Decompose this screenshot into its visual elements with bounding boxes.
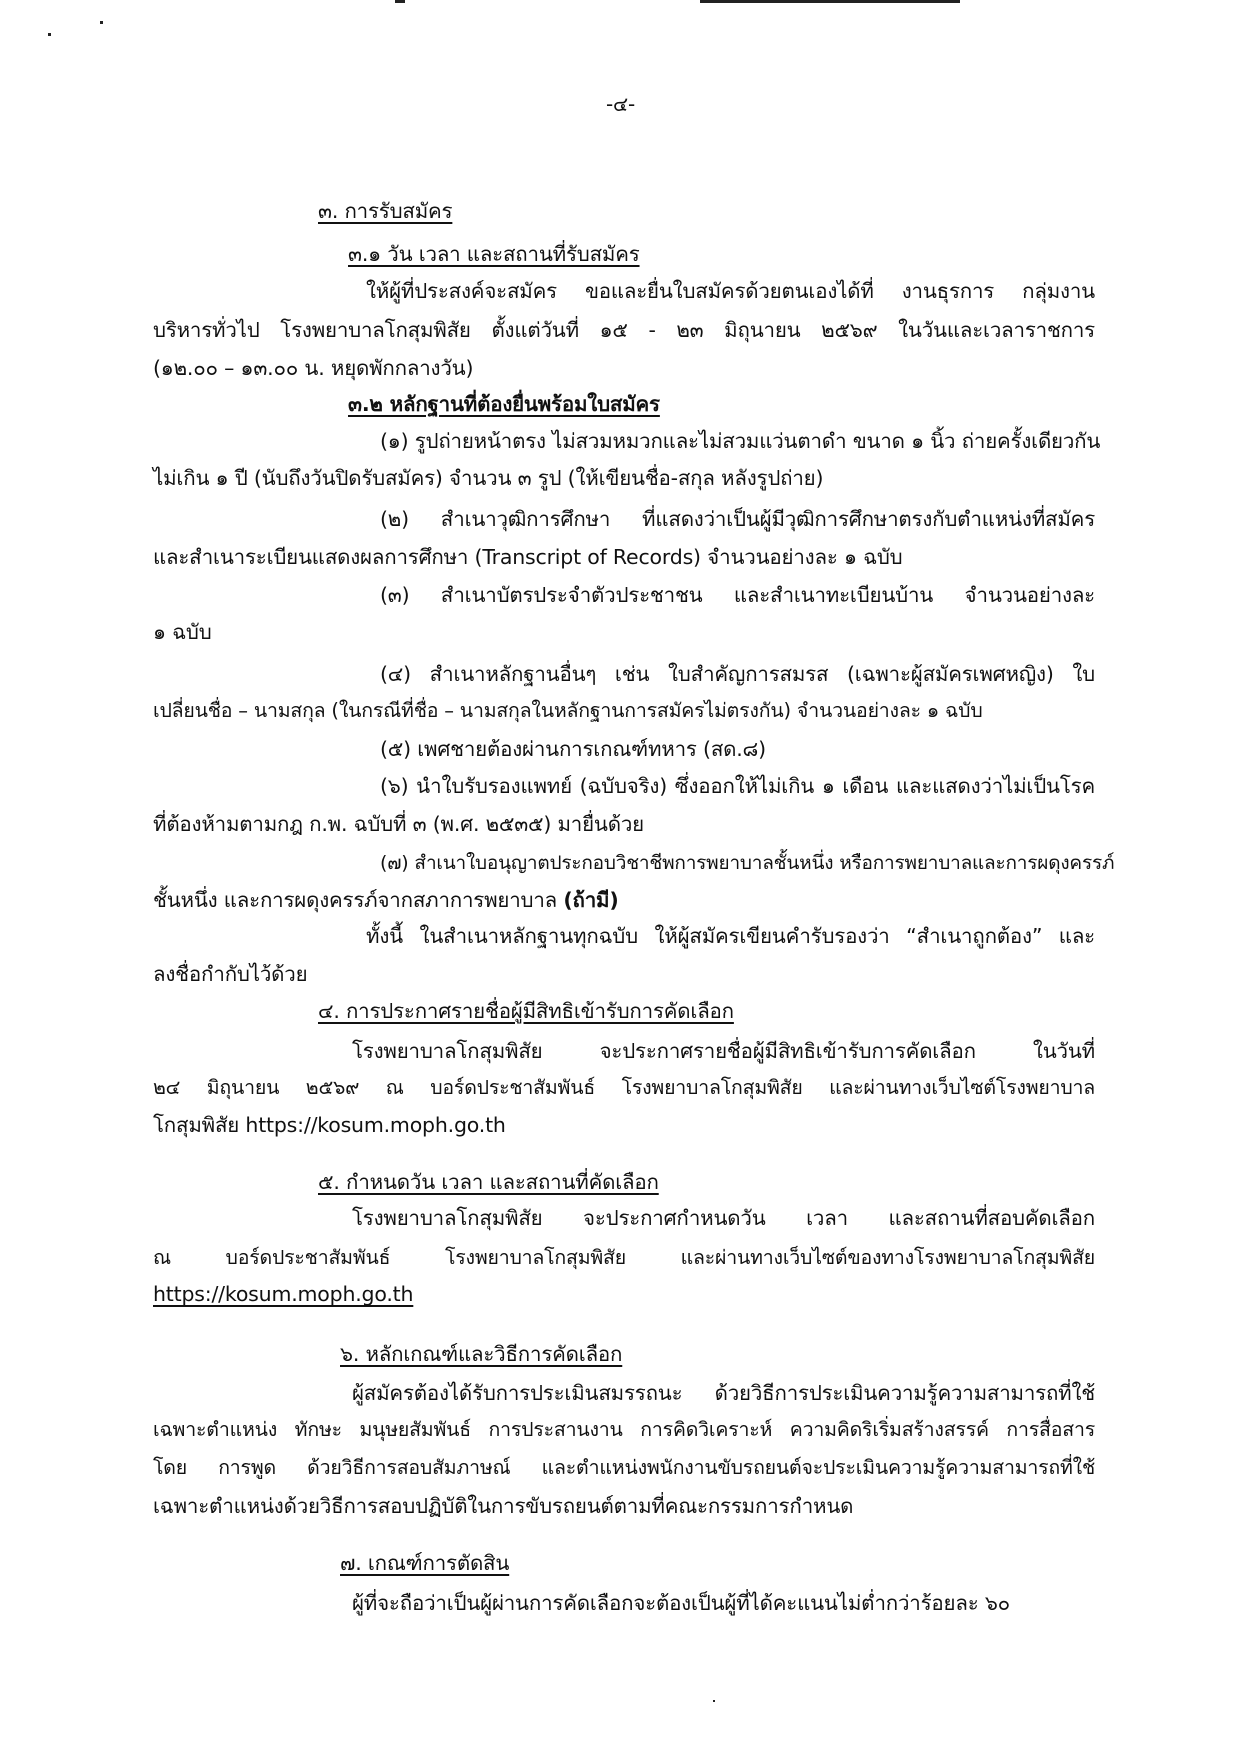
- section-6-heading: ๖. หลักเกณฑ์และวิธีการคัดเลือก: [340, 1342, 623, 1366]
- section-3-heading: ๓. การรับสมัคร: [318, 199, 453, 223]
- scan-mark: [395, 0, 405, 3]
- paragraph-line: โดย การพูด ด้วยวิธีการสอบสัมภาษณ์ และตำแหน่งพนักงานขับรถยนต์จะประเมินความรู้ความสามารถที่ใช้: [153, 1456, 1095, 1479]
- list-item-note: (ถ้ามี): [563, 888, 619, 912]
- list-item: ๑ ฉบับ: [153, 620, 212, 644]
- paragraph-line: ผู้ที่จะถือว่าเป็นผู้ผ่านการคัดเลือกจะต้องเป็นผู้ที่ได้คะแนนไม่ต่ำกว่าร้อยละ ๖๐: [352, 1591, 1010, 1615]
- scan-mark: [48, 33, 51, 36]
- paragraph-line: โกสุมพิสัย https://kosum.moph.go.th: [153, 1113, 506, 1137]
- section-4-heading: ๔. การประกาศรายชื่อผู้มีสิทธิเข้ารับการคัดเลือก: [318, 999, 734, 1023]
- scan-mark: [713, 1700, 715, 1702]
- paragraph-line: ให้ผู้ที่ประสงค์จะสมัคร ขอและยื่นใบสมัครด้วยตนเองได้ที่ งานธุรการ กลุ่มงาน: [366, 279, 1095, 303]
- list-item: (๓) สำเนาบัตรประจำตัวประชาชน และสำเนาทะเบียนบ้าน จำนวนอย่างละ: [380, 583, 1095, 607]
- list-item: (๗) สำเนาใบอนุญาตประกอบวิชาชีพการพยาบาลชั้นหนึ่ง หรือการพยาบาลและการผดุงครรภ์: [380, 852, 1115, 874]
- website-link[interactable]: https://kosum.moph.go.th: [153, 1282, 414, 1306]
- list-item: (๖) นำใบรับรองแพทย์ (ฉบับจริง) ซึ่งออกให้ไม่เกิน ๑ เดือน และแสดงว่าไม่เป็นโรค: [380, 774, 1095, 798]
- paragraph-line: ผู้สมัครต้องได้รับการประเมินสมรรถนะ ด้วยวิธีการประเมินความรู้ความสามารถที่ใช้: [352, 1381, 1095, 1405]
- paragraph-line: เฉพาะตำแหน่ง ทักษะ มนุษยสัมพันธ์ การประสานงาน การคิดวิเคราะห์ ความคิดริเริ่มสร้างสรรค์ การสื่อสาร: [153, 1418, 1095, 1441]
- paragraph-line: ๒๔ มิถุนายน ๒๕๖๙ ณ บอร์ดประชาสัมพันธ์ โรงพยาบาลโกสุมพิสัย และผ่านทางเว็บไซต์โรงพยาบาล: [153, 1076, 1095, 1099]
- list-item: [153, 885, 619, 915]
- paragraph-line: (๑๒.๐๐ – ๑๓.๐๐ น. หยุดพักกลางวัน): [153, 356, 474, 380]
- list-item: และสำเนาระเบียนแสดงผลการศึกษา (Transcript of Records) จำนวนอย่างละ ๑ ฉบับ: [153, 545, 903, 569]
- paragraph-line: ลงชื่อกำกับไว้ด้วย: [153, 962, 308, 986]
- list-item-text: ชั้นหนึ่ง และการผดุงครรภ์จากสภาการพยาบาล: [153, 888, 558, 912]
- list-item: (๑) รูปถ่ายหน้าตรง ไม่สวมหมวกและไม่สวมแว่นตาดำ ขนาด ๑ นิ้ว ถ่ายครั้งเดียวกัน: [380, 429, 1101, 453]
- scan-mark: [100, 21, 103, 24]
- paragraph-line: ทั้งนี้ ในสำเนาหลักฐานทุกฉบับ ให้ผู้สมัครเขียนคำรับรองว่า “สำเนาถูกต้อง” และ: [366, 924, 1095, 948]
- scan-mark: [700, 0, 960, 3]
- section-3-2-heading: ๓.๒ หลักฐานที่ต้องยื่นพร้อมใบสมัคร: [348, 392, 660, 416]
- paragraph-line: เฉพาะตำแหน่งด้วยวิธีการสอบปฏิบัติในการขับรถยนต์ตามที่คณะกรรมการกำหนด: [153, 1494, 854, 1518]
- list-item: (๕) เพศชายต้องผ่านการเกณฑ์ทหาร (สด.๘): [380, 737, 766, 761]
- list-item: (๔) สำเนาหลักฐานอื่นๆ เช่น ใบสำคัญการสมรส (เฉพาะผู้สมัครเพศหญิง) ใบ: [380, 662, 1095, 686]
- list-item: (๒) สำเนาวุฒิการศึกษา ที่แสดงว่าเป็นผู้มีวุฒิการศึกษาตรงกับตำแหน่งที่สมัคร: [380, 507, 1095, 531]
- paragraph-line: โรงพยาบาลโกสุมพิสัย จะประกาศรายชื่อผู้มีสิทธิเข้ารับการคัดเลือก ในวันที่: [352, 1039, 1095, 1063]
- list-item: ไม่เกิน ๑ ปี (นับถึงวันปิดรับสมัคร) จำนวน ๓ รูป (ให้เขียนชื่อ-สกุล หลังรูปถ่าย): [153, 466, 824, 490]
- paragraph-line: ณ บอร์ดประชาสัมพันธ์ โรงพยาบาลโกสุมพิสัย และผ่านทางเว็บไซต์ของทางโรงพยาบาลโกสุมพิสัย: [153, 1246, 1095, 1269]
- list-item: เปลี่ยนชื่อ – นามสกุล (ในกรณีที่ชื่อ – นามสกุลในหลักฐานการสมัครไม่ตรงกัน) จำนวนอย่างละ ๑ ฉบับ: [153, 699, 983, 722]
- section-3-1-heading: ๓.๑ วัน เวลา และสถานที่รับสมัคร: [348, 242, 640, 266]
- paragraph-line: บริหารทั่วไป โรงพยาบาลโกสุมพิสัย ตั้งแต่วันที่ ๑๕ - ๒๓ มิถุนายน ๒๕๖๙ ในวันและเวลาราชการ: [153, 318, 1095, 342]
- section-7-heading: ๗. เกณฑ์การตัดสิน: [340, 1551, 510, 1575]
- page-number: -๔-: [606, 92, 635, 116]
- paragraph-line: โรงพยาบาลโกสุมพิสัย จะประกาศกำหนดวัน เวลา และสถานที่สอบคัดเลือก: [352, 1206, 1095, 1230]
- section-5-heading: ๕. กำหนดวัน เวลา และสถานที่คัดเลือก: [318, 1170, 659, 1194]
- list-item: ที่ต้องห้ามตามกฎ ก.พ. ฉบับที่ ๓ (พ.ศ. ๒๕๓๕) มายื่นด้วย: [153, 812, 644, 836]
